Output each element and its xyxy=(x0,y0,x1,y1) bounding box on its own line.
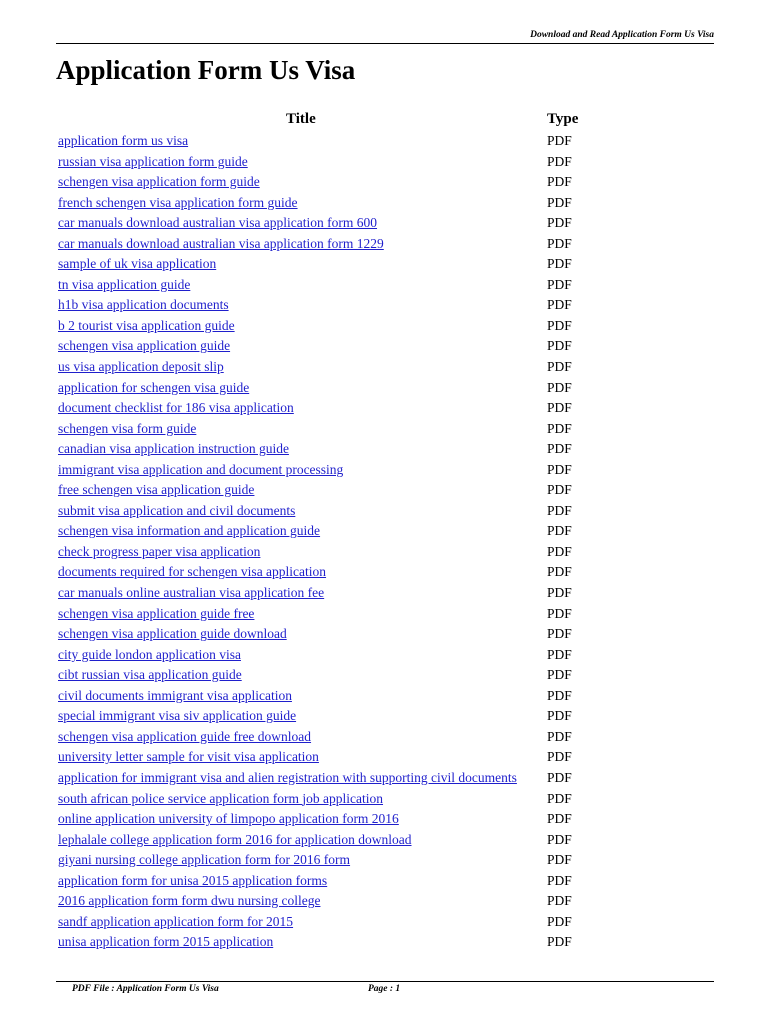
table-row xyxy=(0,439,770,460)
table-row xyxy=(0,234,770,255)
column-header-title: Title xyxy=(286,111,316,127)
document-link[interactable]: free schengen visa application guide xyxy=(58,482,255,498)
table-row xyxy=(0,583,770,604)
document-type: PDF xyxy=(547,913,572,929)
footer-file-label: PDF File : Application Form Us Visa xyxy=(72,984,219,994)
document-type: PDF xyxy=(547,893,572,909)
document-link[interactable]: canadian visa application instruction guide xyxy=(58,441,289,457)
document-link[interactable]: civil documents immigrant visa application xyxy=(58,687,292,703)
document-link[interactable]: schengen visa information and application guide xyxy=(58,523,321,539)
table-row xyxy=(0,501,770,522)
document-link[interactable]: submit visa application and civil documents xyxy=(58,502,296,518)
footer-page-label: Page : 1 xyxy=(368,984,401,994)
document-link[interactable]: schengen visa form guide xyxy=(58,420,197,436)
document-link[interactable]: schengen visa application form guide xyxy=(58,174,260,190)
page-title: Application Form Us Visa xyxy=(56,55,356,85)
table-row xyxy=(0,727,770,748)
table-row xyxy=(0,254,770,275)
document-type: PDF xyxy=(547,708,572,724)
document-type: PDF xyxy=(547,852,572,868)
table-row xyxy=(0,357,770,378)
document-type: PDF xyxy=(547,831,572,847)
document-type: PDF xyxy=(547,585,572,601)
document-link[interactable]: french schengen visa application form guide xyxy=(58,194,298,210)
document-type: PDF xyxy=(547,153,572,169)
table-row xyxy=(0,172,770,193)
document-link[interactable]: us visa application deposit slip xyxy=(58,359,224,375)
document-type: PDF xyxy=(547,256,572,272)
document-type: PDF xyxy=(547,400,572,416)
table-row xyxy=(0,295,770,316)
document-type: PDF xyxy=(547,379,572,395)
table-row xyxy=(0,809,770,830)
header-divider xyxy=(56,43,714,44)
document-type: PDF xyxy=(547,235,572,251)
table-row xyxy=(0,747,770,768)
table-row xyxy=(0,131,770,152)
document-link[interactable]: university letter sample for visit visa application xyxy=(58,749,319,765)
table-row xyxy=(0,665,770,686)
document-link[interactable]: schengen visa application guide download xyxy=(58,626,287,642)
document-link[interactable]: online application university of limpopo application form 2016 xyxy=(58,811,399,827)
table-row xyxy=(0,460,770,481)
document-link[interactable]: sample of uk visa application xyxy=(58,256,217,272)
document-link[interactable]: application for immigrant visa and alien registration with supporting civil documents xyxy=(58,769,517,785)
document-link[interactable]: south african police service application form job application xyxy=(58,790,384,806)
document-link[interactable]: tn visa application guide xyxy=(58,276,191,292)
document-link[interactable]: 2016 application form form dwu nursing college xyxy=(58,893,321,909)
table-row xyxy=(0,645,770,666)
document-link[interactable]: cibt russian visa application guide xyxy=(58,667,242,683)
document-link[interactable]: document checklist for 186 visa application xyxy=(58,400,294,416)
document-link[interactable]: application form us visa xyxy=(58,133,189,148)
document-type: PDF xyxy=(547,297,572,313)
table-row xyxy=(0,624,770,645)
table-row xyxy=(0,542,770,563)
document-type: PDF xyxy=(547,646,572,662)
document-link[interactable]: schengen visa application guide free download xyxy=(58,728,312,744)
document-list xyxy=(0,131,770,953)
document-type: PDF xyxy=(547,667,572,683)
document-link[interactable]: car manuals online australian visa application fee xyxy=(58,585,325,601)
table-row xyxy=(0,316,770,337)
document-type: PDF xyxy=(547,523,572,539)
table-row xyxy=(0,193,770,214)
table-row xyxy=(0,562,770,583)
document-link[interactable]: schengen visa application guide xyxy=(58,338,231,354)
document-type: PDF xyxy=(547,441,572,457)
table-row xyxy=(0,378,770,399)
table-row xyxy=(0,912,770,933)
document-type: PDF xyxy=(547,317,572,333)
document-type: PDF xyxy=(547,461,572,477)
header-text: Download and Read Application Form Us Visa xyxy=(530,30,714,40)
document-type: PDF xyxy=(547,174,572,190)
column-header-type: Type xyxy=(547,111,579,127)
document-link[interactable]: h1b visa application documents xyxy=(58,297,229,313)
table-row xyxy=(0,604,770,625)
document-link[interactable]: city guide london application visa xyxy=(58,646,241,662)
document-link[interactable]: russian visa application form guide xyxy=(58,153,248,169)
document-type: PDF xyxy=(547,749,572,765)
document-type: PDF xyxy=(547,626,572,642)
document-type: PDF xyxy=(547,482,572,498)
document-type: PDF xyxy=(547,276,572,292)
table-row xyxy=(0,213,770,234)
document-link[interactable]: car manuals download australian visa application form 600 xyxy=(58,215,378,231)
table-row xyxy=(0,932,770,953)
document-link[interactable]: application form for unisa 2015 application forms xyxy=(58,872,328,888)
table-row xyxy=(0,871,770,892)
document-type: PDF xyxy=(547,420,572,436)
document-type: PDF xyxy=(547,194,572,210)
document-link[interactable]: lephalale college application form 2016 for application download xyxy=(58,831,412,847)
table-row xyxy=(0,419,770,440)
document-link[interactable]: immigrant visa application and document processing xyxy=(58,461,344,477)
document-link[interactable]: car manuals download australian visa application form 1229 xyxy=(58,235,384,251)
document-type: PDF xyxy=(547,728,572,744)
table-row xyxy=(0,706,770,727)
document-link[interactable]: schengen visa application guide free xyxy=(58,605,255,621)
table-row xyxy=(0,152,770,173)
table-row xyxy=(0,789,770,810)
document-link[interactable]: application for schengen visa guide xyxy=(58,379,250,395)
document-link[interactable]: b 2 tourist visa application guide xyxy=(58,317,235,333)
document-type: PDF xyxy=(547,502,572,518)
table-row xyxy=(0,275,770,296)
table-row xyxy=(0,480,770,501)
table-row xyxy=(0,891,770,912)
document-type: PDF xyxy=(547,872,572,888)
document-link[interactable]: special immigrant visa siv application guide xyxy=(58,708,297,724)
document-type: PDF xyxy=(547,338,572,354)
document-type: PDF xyxy=(547,359,572,375)
document-type: PDF xyxy=(547,564,572,580)
document-type: PDF xyxy=(547,934,572,950)
document-type: PDF xyxy=(547,790,572,806)
document-type: PDF xyxy=(547,605,572,621)
table-row xyxy=(0,336,770,357)
table-row xyxy=(0,850,770,871)
document-type: PDF xyxy=(547,687,572,703)
table-row xyxy=(0,686,770,707)
document-type: PDF xyxy=(547,133,572,148)
table-row xyxy=(0,768,770,789)
document-link[interactable]: documents required for schengen visa application xyxy=(58,564,327,580)
document-link[interactable]: giyani nursing college application form for 2016 form xyxy=(58,852,351,868)
document-link[interactable]: sandf application application form for 2015 xyxy=(58,913,294,929)
table-row xyxy=(0,398,770,419)
footer-divider xyxy=(56,981,714,982)
document-type: PDF xyxy=(547,215,572,231)
table-row xyxy=(0,521,770,542)
document-link[interactable]: unisa application form 2015 application xyxy=(58,934,274,950)
document-type: PDF xyxy=(547,543,572,559)
table-row xyxy=(0,830,770,851)
document-type: PDF xyxy=(547,811,572,827)
document-link[interactable]: check progress paper visa application xyxy=(58,543,261,559)
document-type: PDF xyxy=(547,769,572,785)
